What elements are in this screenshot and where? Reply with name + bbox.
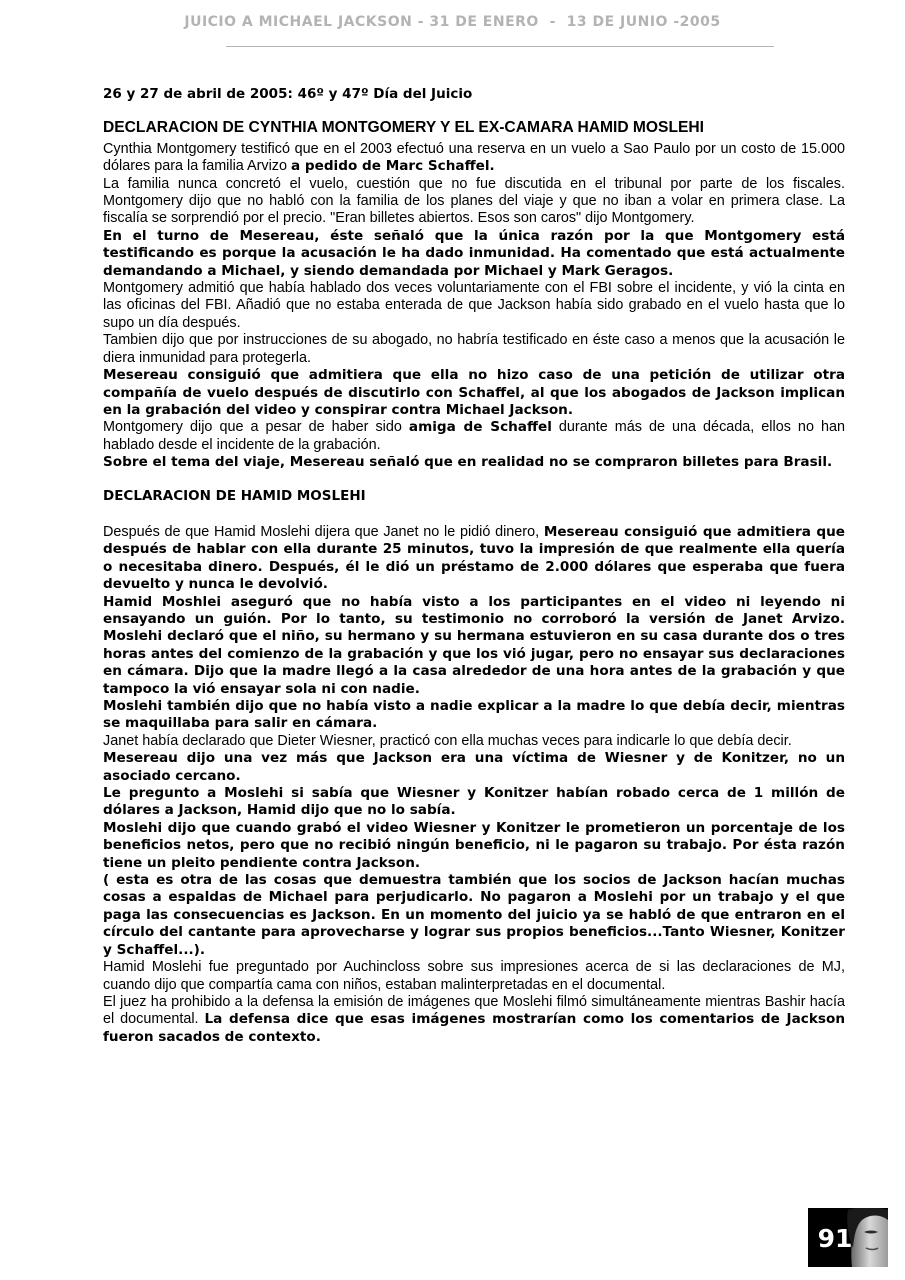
paragraph: Moslehi también dijo que no había visto a nadie explicar a la madre lo que debía decir, mientras se maquillaba para salir en cámara.: [103, 698, 845, 732]
paragraph: La familia nunca concretó el vuelo, cuestión que no fue discutida en el tribunal por parte de los fiscales. Montgomery dijo que no habló con la familia de los planes del viaje y que no iban a volar en primera clase. La fiscalía se sorprendió por el precio. "Eran billetes abiertos. Esos son caros" dijo Montgomery.: [103, 175, 845, 227]
paragraph: Montgomery admitió que había hablado dos veces voluntariamente con el FBI sobre el incidente, y vió la cinta en las oficinas del FBI. Añadió que no estaba enterada de que Jackson había sido grabado en el vuelo hasta que lo supo un día después.: [103, 280, 845, 331]
paragraph: Sobre el tema del viaje, Mesereau señaló que en realidad no se compraron billetes para Brasil.: [103, 454, 833, 471]
paragraph: [103, 524, 845, 594]
text-run-bold: a pedido de Marc Schaffel.: [290, 158, 495, 175]
paragraph: Hamid Moshlei aseguró que no había visto a los participantes en el video ni leyendo ni ensayando un guión. Por lo tanto, su testimonio no corroboró la versión de Janet Arvizo. Moslehi declaró que el niño, su hermano y su hermana estuvieron en su casa durante dos o tres horas antes del comienzo de la grabación y que los vió jugar, pero no ensayar sus declaraciones en cámara. Dijo que la madre llegó a la casa alrededor de una hora antes de la grabación y que tampoco la vió ensayar sola ni con nadie.: [103, 593, 845, 697]
paragraph: Moslehi dijo que cuando grabó el video Wiesner y Konitzer le prometieron un porcentaje de los beneficios netos, pero que no recibió ningún beneficio, ni le pagaron su trabajo. Por ésta razón tiene un pleito pendiente contra Jackson.: [103, 819, 845, 871]
date-line: 26 y 27 de abril de 2005: 46º y 47º Día del Juicio: [103, 86, 473, 102]
section-title-montgomery: DECLARACION DE CYNTHIA MONTGOMERY Y EL EX-CAMARA HAMID MOSLEHI: [103, 119, 704, 137]
paragraph: Janet había declarado que Dieter Wiesner, practicó con ella muchas veces para indicarle lo que debía decir.: [103, 732, 792, 749]
paragraph: ( esta es otra de las cosas que demuestra también que los socios de Jackson hacían muchas cosas a espaldas de Michael para perjudicarlo. No pagaron a Moslehi por un trabajo y el que paga las consecuencias es Jackson. En un momento del juicio ya se habló de que entraron en el círculo del cantante para aprovecharse y lograr sus propios beneficios...Tanto Wiesner, Konitzer y Schaffel...).: [103, 872, 845, 958]
paragraph: En el turno de Mesereau, éste señaló que la única razón por la que Montgomery está testificando es porque la acusación le ha dado inmunidad. Ha comentado que está actualmente demandando a Michael, y siendo demandada por Michael y Mark Geragos.: [103, 227, 845, 279]
paragraph: [103, 994, 845, 1046]
paragraph: Mesereau consiguió que admitiera que ella no hizo caso de una petición de utilizar otra compañía de vuelo después de discutirlo con Schaffel, al que los abogados de Jackson implican en la grabación del video y conspirar contra Michael Jackson.: [103, 367, 845, 418]
page-number-badge: [808, 1208, 888, 1267]
paragraph: Mesereau dijo una vez más que Jackson era una víctima de Wiesner y de Konitzer, no un asociado cercano.: [103, 750, 845, 784]
section-title-moslehi: DECLARACION DE HAMID MOSLEHI: [103, 487, 366, 504]
text-run: Cynthia Montgomery testificó que en el 2003 efectuó una reserva en un vuelo a Sao Paulo por un costo de 15.000 dólares para la familia Arvizo: [103, 140, 845, 175]
text-run: Montgomery dijo que a pesar de haber sido: [103, 419, 409, 436]
paragraph: [103, 419, 845, 454]
text-run-bold: La defensa dice que esas imágenes mostrarían como los comentarios de Jackson fueron sacados de contexto.: [103, 1011, 845, 1045]
header-rule: [226, 46, 774, 47]
document-body: [103, 86, 845, 1046]
running-header: JUICIO A MICHAEL JACKSON - 31 DE ENERO - 13 DE JUNIO -2005: [184, 14, 721, 30]
text-run: El juez ha prohibido a la defensa la emisión de imágenes que Moslehi filmó simultáneamente mientras Bashir hacía el documental.: [103, 993, 845, 1028]
text-run: Después de que Hamid Moslehi dijera que Janet no le pidió dinero,: [103, 523, 544, 540]
paragraph: Hamid Moslehi fue preguntado por Auchincloss sobre sus impresiones acerca de si las declaraciones de MJ, cuando dijo que compartía cama con niños, estaban malinterpretadas en el documental.: [103, 959, 845, 993]
paragraph: Tambien dijo que por instrucciones de su abogado, no habría testificado en éste caso a menos que la acusación le diera inmunidad para protegerla.: [103, 332, 845, 366]
text-run: durante más de una década, ellos no han hablado desde el incidente de la grabación.: [103, 419, 845, 453]
text-run-bold: Mesereau consiguió que admitiera que después de hablar con ella durante 25 minutos, tuvo la impresión de que realmente ella quería o necesitaba dinero. Después, él le dió un préstamo de 2.000 dólares que esperaba que fuera devuelto y nunca le devolvió.: [103, 523, 845, 593]
page-number: 91: [817, 1224, 853, 1253]
paragraph: [103, 141, 845, 176]
text-run-bold: amiga de Schaffel: [408, 419, 552, 436]
paragraph: Le pregunto a Moslehi si sabía que Wiesner y Konitzer habían robado cerca de 1 millón de dólares a Jackson, Hamid dijo que no lo sabía.: [103, 785, 845, 819]
